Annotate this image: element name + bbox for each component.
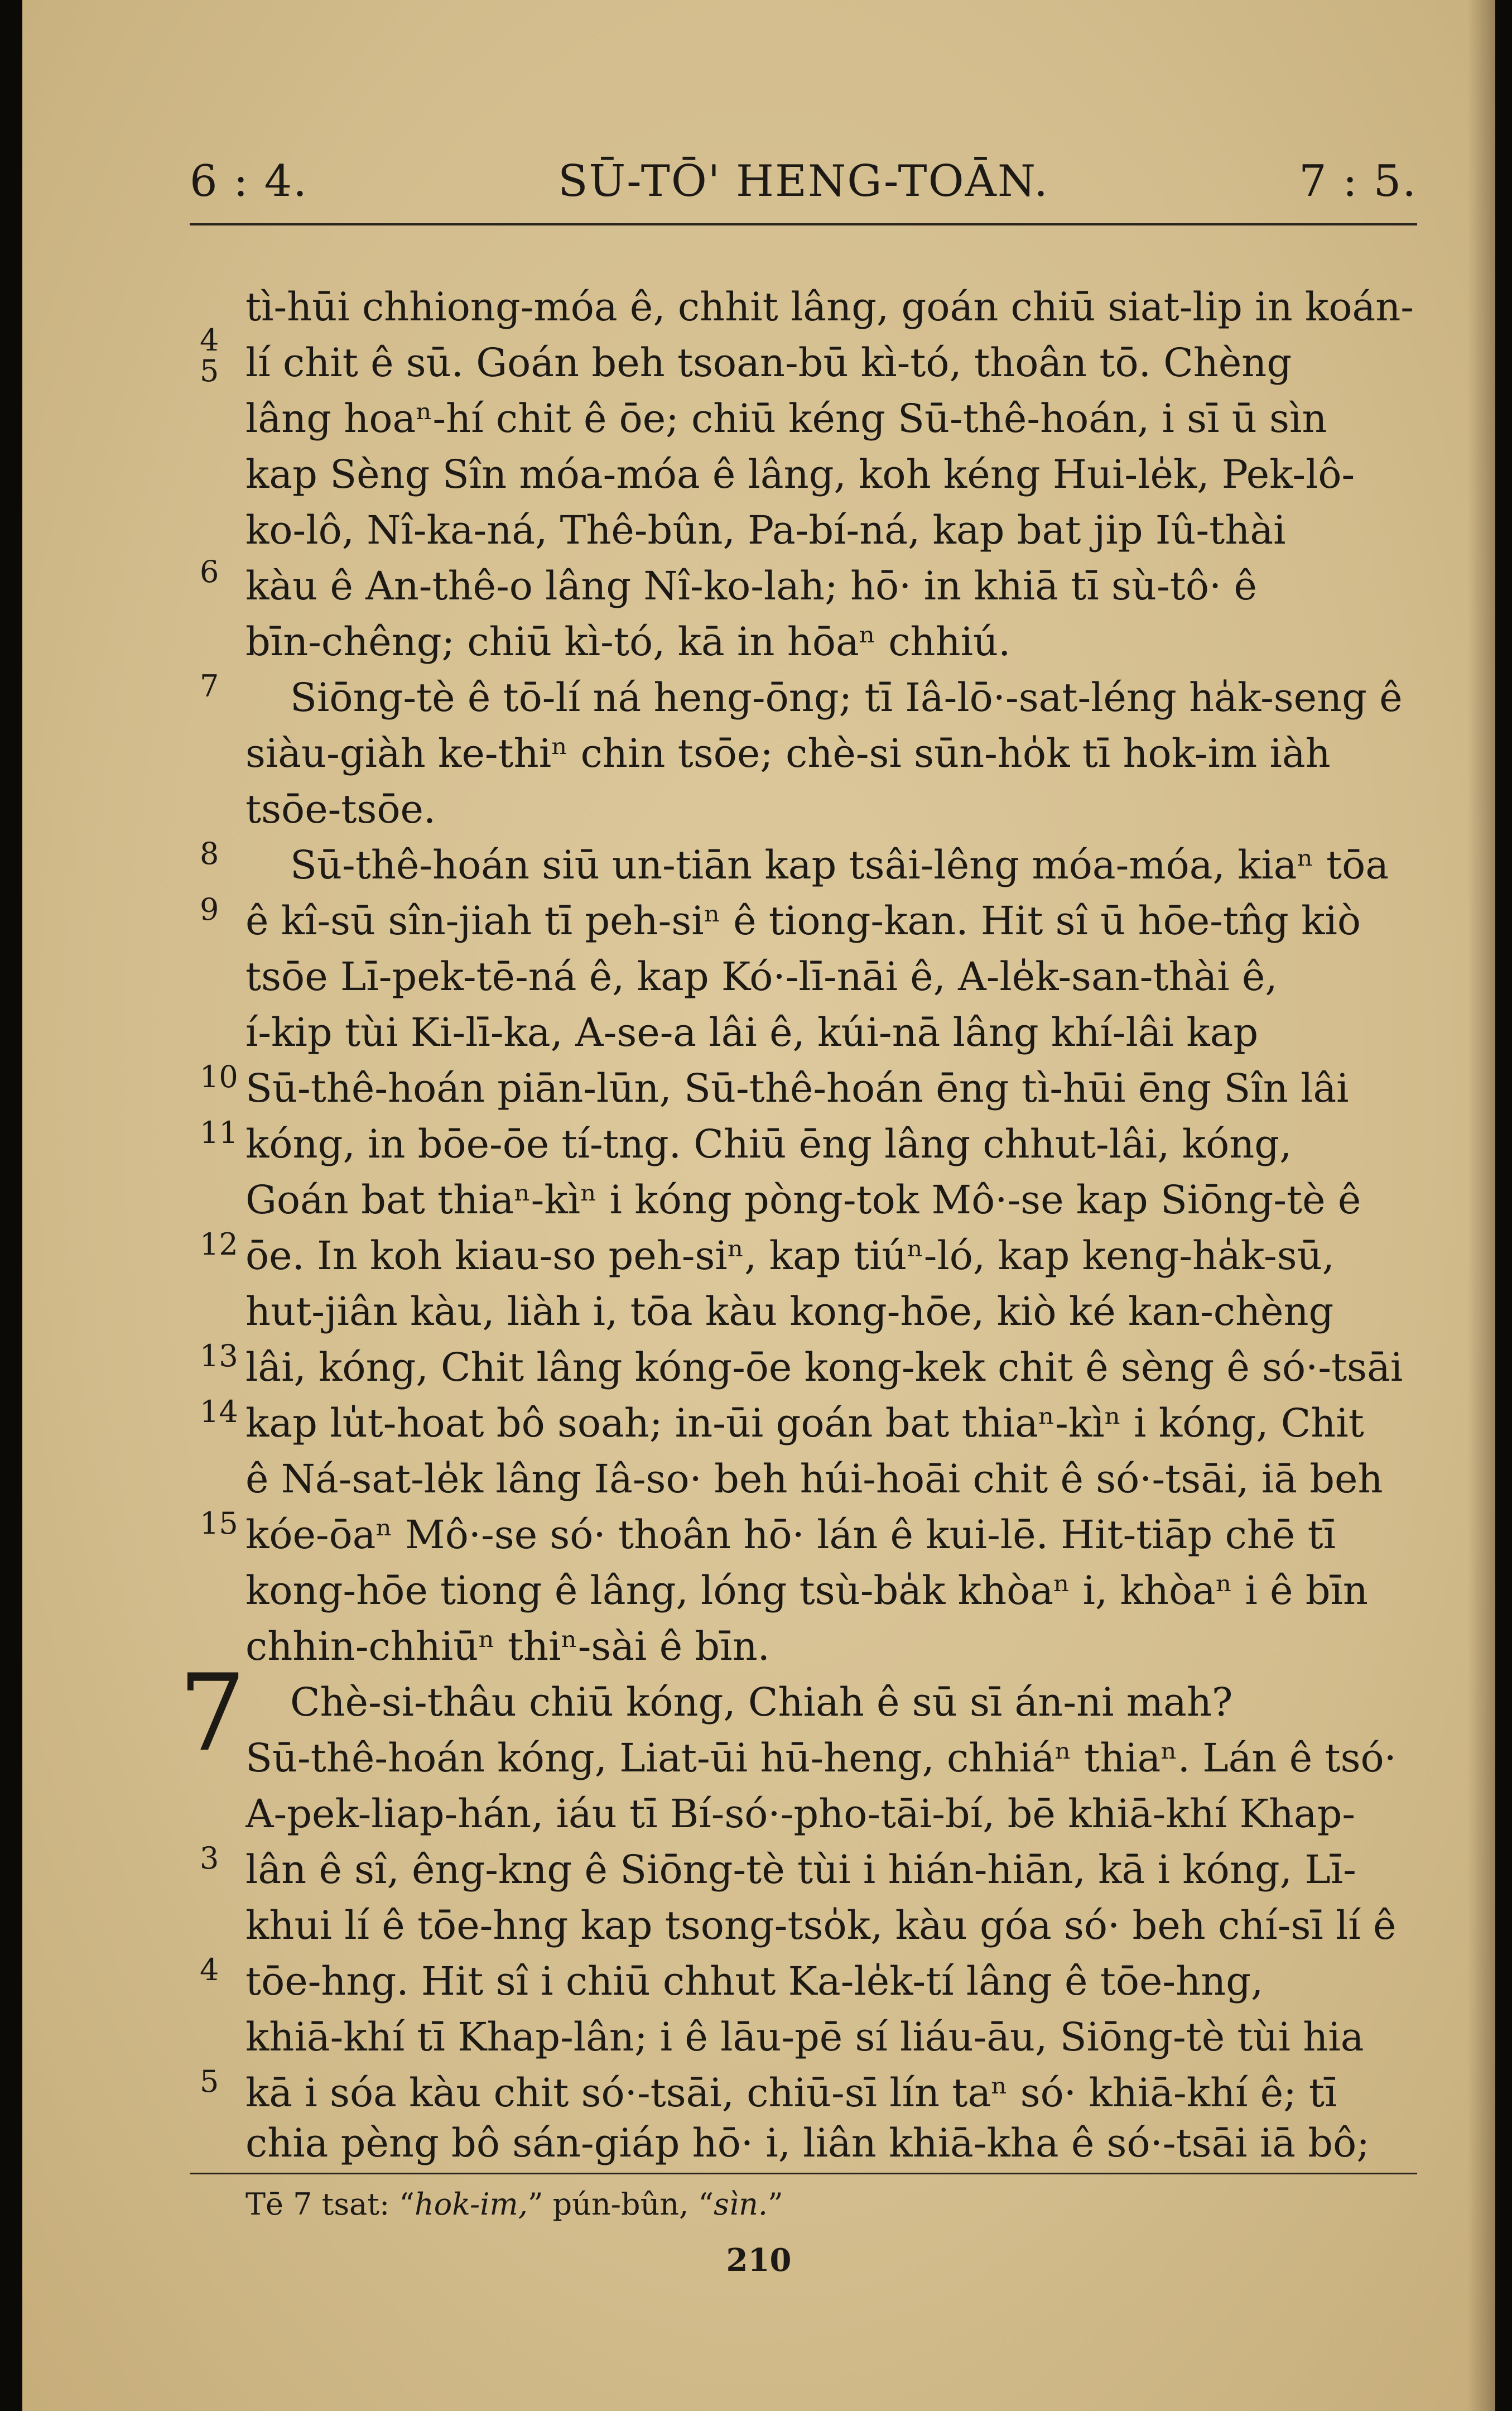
text-line: tsōe Lī-pek-tē-ná ê, kap Kó·-lī-nāi ê, A-le̍k-san-thài ê,	[245, 954, 1278, 1000]
verse-number: 13	[200, 1338, 238, 1373]
verse-number: 4	[200, 323, 219, 358]
text-line: ko-lô, Nî-ka-ná, Thê-bûn, Pa-bí-ná, kap bat jip Iû-thài	[245, 507, 1286, 553]
text-line: ōe. In koh kiau-so peh-siⁿ, kap tiúⁿ-ló, kap keng-ha̍k-sū,	[245, 1233, 1335, 1279]
footnote: Tē 7 tsat: “hok-im,” pún-bûn, “sìn.”	[245, 2187, 783, 2222]
text-line: lân ê sî, êng-kng ê Siōng-tè tùi i hián-hiān, kā i kóng, Lī-	[245, 1847, 1356, 1893]
verse-number: 10	[200, 1059, 238, 1094]
text-line: bīn-chêng; chiū kì-tó, kā in hōaⁿ chhiú.	[245, 619, 1011, 665]
text-line: hut-jiân kàu, liàh i, tōa kàu kong-hōe, kiò ké kan-chèng	[245, 1289, 1334, 1334]
text-line: kā i sóa kàu chit só·-tsāi, chiū-sī lín taⁿ só· khiā-khí ê; tī	[245, 2070, 1337, 2116]
header-left-ref: 6 : 4.	[190, 156, 308, 206]
text-line: Goán bat thiaⁿ-kìⁿ i kóng pòng-tok Mô·-se kap Siōng-tè ê	[245, 1177, 1361, 1223]
chapter-number: 7	[179, 1651, 246, 1775]
verse-number: 5	[200, 2064, 219, 2099]
text-line: tōe-hng. Hit sî i chiū chhut Ka-le̍k-tí lâng ê tōe-hng,	[245, 1958, 1264, 2004]
text-line: kóng, in bōe-ōe tí-tng. Chiū ēng lâng chhut-lâi, kóng,	[245, 1121, 1292, 1167]
text-line: tì-hūi chhiong-móa ê, chhit lâng, goán chiū siat-lip in koán-	[245, 284, 1414, 330]
text-line: kàu ê An-thê-o lâng Nî-ko-lah; hō· in khiā tī sù-tô· ê	[245, 563, 1257, 609]
text-line: kong-hōe tiong ê lâng, lóng tsù-ba̍k khòaⁿ i, khòaⁿ i ê bīn	[245, 1568, 1368, 1613]
text-line: khui lí ê tōe-hng kap tsong-tso̍k, kàu góa só· beh chí-sī lí ê	[245, 1903, 1397, 1948]
book-page	[22, 0, 1495, 2411]
verse-number: 12	[200, 1227, 238, 1262]
header-right-ref: 7 : 5.	[1299, 156, 1417, 206]
text-line: lâng hoaⁿ-hí chit ê ōe; chiū kéng Sū-thê-hoán, i sī ū sìn	[245, 396, 1327, 441]
text-line: khiā-khí tī Khap-lân; i ê lāu-pē sí liáu-āu, Siōng-tè tùi hia	[245, 2014, 1364, 2060]
verse-number: 5	[200, 353, 219, 388]
footnote-term: hok-im,	[414, 2187, 528, 2222]
text-line: ê kî-sū sîn-jiah tī peh-siⁿ ê tiong-kan. Hit sî ū hōe-tn̂g kiò	[245, 898, 1361, 944]
text-line: siàu-giàh ke-thiⁿ chin tsōe; chè-si sūn-ho̍k tī hok-im iàh	[245, 731, 1331, 776]
text-line: í-kip tùi Ki-lī-ka, A-se-a lâi ê, kúi-nā lâng khí-lâi kap	[245, 1010, 1259, 1055]
header-title: SŪ-TŌ' HENG-TOĀN.	[558, 156, 1049, 206]
verse-number: 11	[200, 1115, 238, 1150]
text-line: chhin-chhiūⁿ thiⁿ-sài ê bīn.	[245, 1624, 770, 1669]
page-spine-shadow	[1467, 0, 1495, 2411]
text-line: tsōe-tsōe.	[245, 786, 436, 832]
text-line: kóe-ōaⁿ Mô·-se só· thoân hō· lán ê kui-lē. Hit-tiāp chē tī	[245, 1512, 1336, 1558]
text-line: Sū-thê-hoán kóng, Liat-ūi hū-heng, chhiáⁿ thiaⁿ. Lán ê tsó·	[245, 1735, 1397, 1781]
verse-number: 15	[200, 1506, 238, 1541]
verse-number: 7	[200, 669, 219, 704]
footnote-term: sìn.	[714, 2187, 768, 2222]
text-line: Sū-thê-hoán piān-lūn, Sū-thê-hoán ēng tì-hūi ēng Sîn lâi	[245, 1065, 1349, 1111]
running-header	[173, 156, 1434, 218]
footnote-rule	[190, 2173, 1417, 2174]
text-line: ê Ná-sat-le̍k lâng Iâ-so· beh húi-hoāi chit ê só·-tsāi, iā beh	[245, 1456, 1383, 1502]
verse-number: 4	[200, 1952, 219, 1987]
verse-number: 8	[200, 836, 219, 871]
verse-number: 9	[200, 892, 219, 927]
text-line: Siōng-tè ê tō-lí ná heng-ōng; tī Iâ-lō·-sat-léng ha̍k-seng ê	[290, 675, 1403, 721]
text-line: kap lu̍t-hoat bô soah; in-ūi goán bat thiaⁿ-kìⁿ i kóng, Chit	[245, 1400, 1364, 1446]
verse-number: 6	[200, 554, 219, 589]
text-line: A-pek-liap-hán, iáu tī Bí-só·-pho-tāi-bí, bē khiā-khí Khap-	[245, 1791, 1356, 1837]
text-line: chia pèng bô sán-giáp hō· i, liân khiā-kha ê só·-tsāi iā bô;	[245, 2120, 1370, 2166]
text-line: Sū-thê-hoán siū un-tiān kap tsâi-lêng móa-móa, kiaⁿ tōa	[290, 842, 1389, 888]
text-line: lí chit ê sū. Goán beh tsoan-bū kì-tó, thoân tō. Chèng	[245, 340, 1292, 386]
header-rule	[190, 223, 1417, 225]
verse-number: 14	[200, 1394, 238, 1429]
verse-number: 3	[200, 1841, 219, 1876]
text-line: lâi, kóng, Chit lâng kóng-ōe kong-kek chit ê sèng ê só·-tsāi	[245, 1344, 1403, 1390]
text-line: kap Sèng Sîn móa-móa ê lâng, koh kéng Hui-le̍k, Pek-lô-	[245, 452, 1355, 497]
page-number: 210	[726, 2242, 792, 2279]
text-line: Chè-si-thâu chiū kóng, Chiah ê sū sī án-ni mah?	[290, 1679, 1233, 1725]
